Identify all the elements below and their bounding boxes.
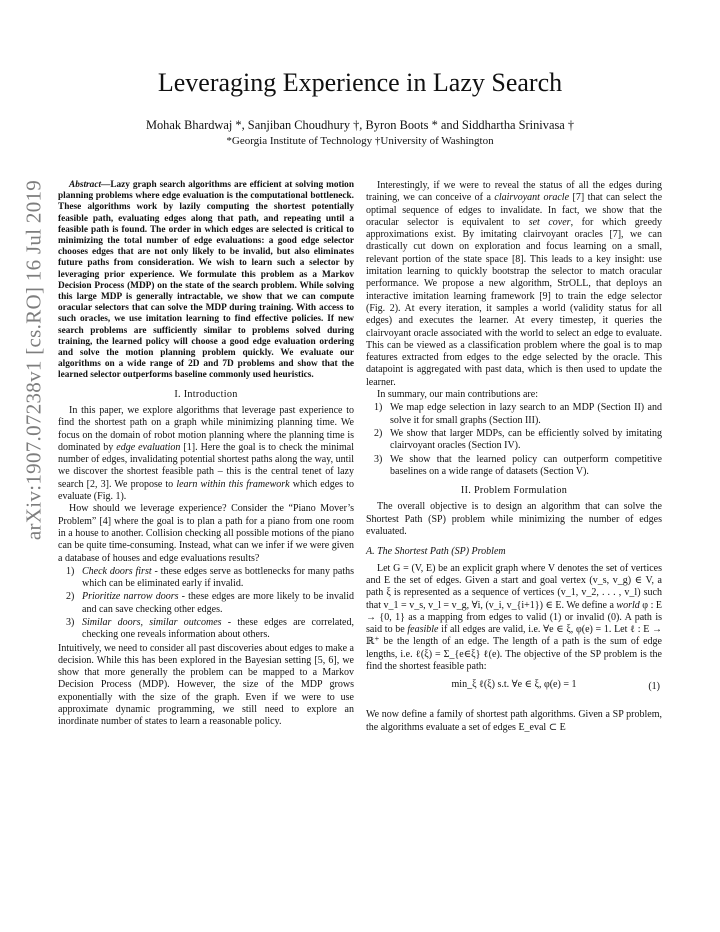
list-item bbox=[366, 428, 662, 453]
list-item-lead: Similar doors, similar outcomes bbox=[82, 617, 222, 628]
text-run: φ : E → {0, 1} as a mapping from edges to valid (1) or invalid (0). A path is said to be bbox=[366, 599, 662, 636]
list-item-text: - these edges are correlated, checking one reveals information about others. bbox=[82, 617, 354, 641]
emphasis-clairvoyant-oracle: clairvoyant oracle bbox=[494, 192, 570, 204]
section-heading-problem-formulation: II. Problem Formulation bbox=[460, 485, 568, 497]
contributions-list bbox=[366, 402, 662, 478]
text-run: [1]. Here the goal is to check the minimal number of edges, invalidating potential shortest paths along the way, until we discover the shortest feasible path – this is the central tenet of lazy search [2, 3]. We propose to bbox=[58, 441, 354, 490]
left-column bbox=[58, 180, 354, 729]
affiliation-line: *Georgia Institute of Technology †University of Washington bbox=[226, 135, 494, 147]
right-column bbox=[366, 180, 662, 734]
abstract bbox=[58, 180, 354, 382]
abstract-lead: Abstract bbox=[69, 180, 102, 190]
list-item bbox=[366, 402, 662, 427]
text-run: , for which greedy approximations exist. By imitating clairvoyant oracles [7], we can drastically cut down on exploration and focus learning on a small, relevant portion of the state space [8]. This leads to a key insight: use imitation learning to quickly bootstrap the selector to match oracular performance. We propose a new algorithm, StrOLL, that deploys an interactive imitation learning framework [9] to train the edge selector (Fig. 2). At every iteration, it samples a world (validity status for all edges) and executes the learner. At every timestep, it queries the clairvoyant oracle associated with the world to select an edge to evaluate. This can be viewed as a classification problem where the goal is to map features extracted from edges to the edge selected by the oracle. This datapoint is aggregated with past data, which is then used to update the learner. bbox=[366, 216, 663, 388]
paper-title: Leveraging Experience in Lazy Search bbox=[157, 68, 563, 97]
text-run: if all edges are valid, i.e. ∀e ∈ ξ, φ(e) = 1. Let ℓ : E → ℝ⁺ be the length of an edge. The length of a path is the sum of edge lengths, i.e. ℓ(ξ) = Σ_{e∈ξ} ℓ(e). The objective of the SP problem is the find the shortest feasible path: bbox=[366, 624, 662, 672]
emphasis-feasible: feasible bbox=[407, 624, 439, 636]
arxiv-stamp-text: arXiv:1907.07238v1 [cs.RO] 16 Jul 2019 bbox=[21, 179, 46, 541]
experience-list bbox=[58, 566, 354, 642]
list-item-text: We show that the learned policy can outperform competitive baselines on a wide range of datasets (Section V). bbox=[390, 453, 662, 477]
list-number: 2) bbox=[66, 591, 75, 603]
list-number: 1) bbox=[374, 402, 383, 414]
list-item bbox=[58, 591, 354, 616]
formulation-paragraph-1: The overall objective is to design an algorithm that can solve the Shortest Path (SP) problem while minimizing the number of edges evaluated. bbox=[366, 501, 662, 538]
list-item-lead: Prioritize narrow doors bbox=[82, 591, 179, 603]
list-item bbox=[58, 566, 354, 591]
equation-number: (1) bbox=[648, 681, 660, 693]
emphasis-set-cover: set cover bbox=[528, 216, 571, 228]
list-item bbox=[366, 454, 662, 479]
list-item-text: - these edges serve as bottlenecks for many paths which can be eliminated early if invalid. bbox=[82, 565, 354, 590]
text-run: In this paper, we explore algorithms that leverage past experience to find the shortest path on a graph while minimizing planning time. We focus on the domain of robot motion planning where the planning time is dominated by bbox=[58, 404, 354, 453]
intro-paragraph-2: How should we leverage experience? Consider the “Piano Mover’s Problem” [4] where the goal is to plan a path for a piano from one room in a house to another. Collision checking all possible motions of the piano can be quite time-consuming. Instead, what can we infer if we were given a database of houses and edge evaluations results? bbox=[58, 503, 354, 564]
section-heading-introduction: I. Introduction bbox=[174, 388, 238, 400]
list-number: 3) bbox=[66, 617, 75, 628]
list-item bbox=[58, 617, 354, 642]
emphasis-learn-within: learn within this framework bbox=[176, 478, 290, 490]
emphasis-edge-evaluation: edge evaluation bbox=[116, 441, 181, 453]
equation-body: min_ξ ℓ(ξ) s.t. ∀e ∈ ξ, φ(e) = 1 bbox=[451, 679, 577, 691]
list-item-lead: Check doors first bbox=[82, 565, 152, 577]
author-list: Mohak Bhardwaj *, Sanjiban Choudhury †, Byron Boots * and Siddhartha Srinivasa † bbox=[145, 118, 575, 132]
intro-paragraph-1 bbox=[58, 405, 354, 503]
contributions-intro: In summary, our main contributions are: bbox=[377, 389, 538, 401]
list-item-text: - these edges are more likely to be invalid and can save checking other edges. bbox=[82, 591, 354, 615]
text-run: which edges to evaluate (Fig. 1). bbox=[58, 478, 354, 503]
emphasis-world: world bbox=[616, 599, 640, 611]
formulation-paragraph-2 bbox=[366, 563, 662, 674]
intro-paragraph-3: Intuitively, we need to consider all past discoveries about edges to make a decision. While this has been explored in the Bayesian setting [5, 6], we show that more generally the problem can be mapped to a Markov Decision Process (MDP). However, the size of the MDP grows exponentially with the size of the graph. Even if we were to use approximate dynamic programming, we still need to explore an inordinate number of states to learn a reasonable policy. bbox=[58, 642, 354, 728]
intro-paragraph-4 bbox=[366, 180, 662, 389]
equation-1 bbox=[366, 679, 662, 703]
arxiv-stamp bbox=[14, 40, 54, 680]
text-run: Let G = (V, E) be an explicit graph where V denotes the set of vertices and E the set of edges. Given a start and goal vertex (v_s, v_g) ∈ V, a path ξ is represented as a sequence of vertices (v_1, v_2, . . . , v_l) such that v_1 = v_s, v_l = v_g, ∀i, (v_i, v_{i+1}) ∈ E. We define a bbox=[366, 562, 662, 611]
formulation-paragraph-3: We now define a family of shortest path algorithms. Given a SP problem, the algorithms evaluate a set of edges E_eval ⊂ E bbox=[366, 709, 662, 733]
list-number: 2) bbox=[374, 427, 383, 439]
list-number: 1) bbox=[66, 565, 75, 577]
text-run: Interestingly, if we were to reveal the status of all the edges during training, we can conceive of a bbox=[366, 180, 662, 204]
list-item-text: We map edge selection in lazy search to an MDP (Section II) and solve it for small graphs (Section III). bbox=[390, 402, 662, 426]
text-run: [7] that can select the optimal sequence of edges to invalidate. In fact, we show that the oracular selector is equivalent to bbox=[366, 192, 663, 228]
abstract-text: —Lazy graph search algorithms are efficient at solving motion planning problems where edge evaluation is the computational bottleneck. These algorithms work by lazily computing the shortest potentially feasible path, evaluating edges along that path, and repeating until a feasible path is found. The order in which edges are selected is critical to minimizing the total number of edge evaluations: a good edge selector chooses edges that are not only likely to be invalid, but also eliminates future paths from consideration. We wish to learn such a selector by leveraging prior experience. We formulate this problem as a Markov Decision Process (MDP) on the state of the search problem. While solving this large MDP is generally intractable, we show that we can compute oracular selectors that can solve the MDP during training. With access to such oracles, we use imitation learning to find effective policies. If new search problems are sufficiently similar to problems solved during training, the learned policy will choose a good edge evaluation ordering and solve the motion planning problem quickly. We evaluate our algorithms on a wide range of 2D and 7D problems and show that the learned selector outperforms baseline commonly used heuristics. bbox=[58, 180, 354, 381]
subsection-heading-shortest-path: A. The Shortest Path (SP) Problem bbox=[366, 546, 506, 558]
list-number: 3) bbox=[374, 453, 383, 465]
list-item-text: We show that larger MDPs, can be efficiently solved by imitating clairvoyant oracles (Section IV). bbox=[390, 427, 662, 452]
